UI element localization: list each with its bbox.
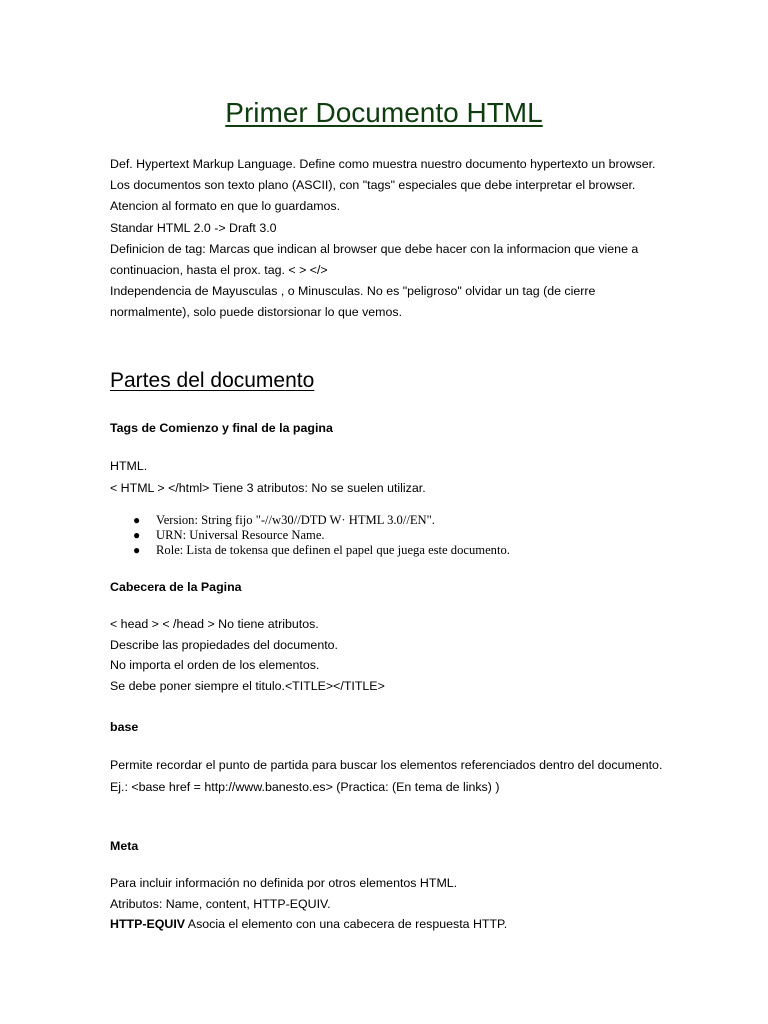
list-item [133,513,510,528]
base-line: Permite recordar el punto de partida para buscar los elementos referenciados dentro del documento. [110,758,663,772]
tags-lines [110,455,670,499]
list-item-text: Version: String fijo "-//w30//DTD W· HTML 3.0//EN". [156,513,435,527]
bullet-icon: ● [133,543,141,558]
intro-line: Independencia de Mayusculas , o Minusculas. No es "peligroso" olvidar un tag (de cierre normalmente), solo puede distorsionar lo que vemos. [110,284,596,320]
intro-line: Standar HTML 2.0 -> Draft 3.0 [110,220,277,235]
meta-lines [110,873,670,935]
meta-heading: Meta [110,839,139,853]
tags-heading: Tags de Comienzo y final de la pagina [110,421,333,435]
meta-line [110,914,670,935]
list-item-text: Role: Lista de tokensa que definen el papel que juega este documento. [156,543,510,558]
bullet-icon: ● [133,528,141,543]
meta-line: Atributos: Name, content, HTTP-EQUIV. [110,896,331,911]
head-line: Se debe poner siempre el titulo.<TITLE></TITLE> [110,678,385,693]
meta-section [110,836,670,856]
head-line: Describe las propiedades del documento. [110,637,338,652]
base-heading: base [110,720,139,734]
section-title: Partes del documento [110,369,315,392]
list-item [133,528,510,543]
intro-line: Atencion al formato en que lo guardamos. [110,199,341,214]
meta-keyword: HTTP-EQUIV [110,917,186,931]
head-line: No importa el orden de los elementos. [110,658,320,672]
list-item [133,543,510,558]
base-section [110,717,670,737]
page-title: Primer Documento HTML [225,97,543,128]
bullet-icon: ● [133,513,141,527]
intro-line: Def. Hypertext Markup Language. Define como muestra nuestro documento hypertexto un browser. [110,157,656,171]
head-lines [110,614,670,696]
intro-line: Definicion de tag: Marcas que indican al browser que debe hacer con la informacion que viene a continuacion, hasta el prox. tag. < > </> [110,241,639,278]
head-line: < head > < /head > No tiene atributos. [110,617,319,631]
meta-description: Asocia el elemento con una cabecera de respuesta HTTP. [185,917,508,931]
tags-section [110,418,670,438]
intro-line: Los documentos son texto plano (ASCII), con "tags" especiales que debe interpretar el browser. [110,178,636,193]
attribute-list [110,513,510,559]
base-lines [110,754,670,798]
meta-line: Para incluir información no definida por otros elementos HTML. [110,876,458,890]
head-heading: Cabecera de la Pagina [110,580,242,594]
list-item-text: URN: Universal Resource Name. [156,528,325,543]
tags-line: < HTML > </html> Tiene 3 atributos: No se suelen utilizar. [110,481,426,495]
head-section [110,577,670,597]
tags-line: HTML. [110,459,148,473]
intro-paragraphs [110,154,670,324]
base-line: Ej.: <base href = http://www.banesto.es> (Practica: (En tema de links) ) [110,780,500,794]
